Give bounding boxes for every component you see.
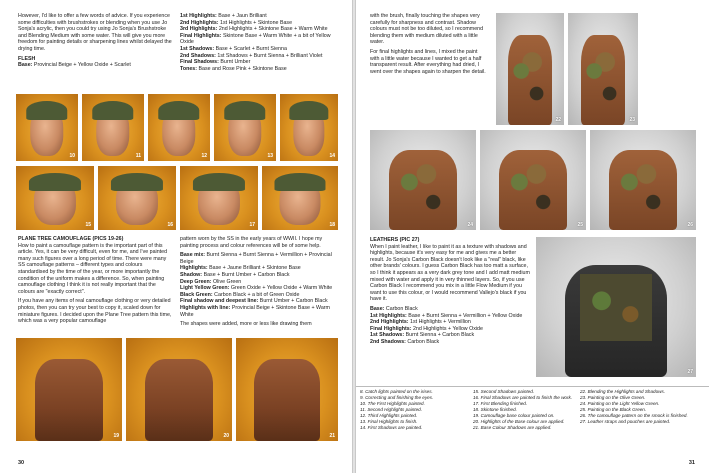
recipe-line [370, 326, 532, 333]
flesh-base-value: Provincial Beige + Yellow Oxide + Scarlet [33, 62, 131, 69]
recipe-line [180, 66, 338, 73]
recipe-label: Final Highlights: [180, 32, 222, 39]
caption: 14. First Shadows are painted. [360, 425, 423, 430]
recipe-label: 2nd Shadows: [370, 338, 406, 345]
photo-number: 11 [135, 153, 141, 159]
recipe-line [180, 265, 338, 272]
recipe-line [180, 252, 338, 265]
recipe-line [180, 279, 338, 286]
photo-head [262, 166, 338, 230]
intro-paragraph: However, I'd like to offer a few words of advice. If you experience some difficulties with brushstrokes or blending when you use Jo Sonja's acrylic, then you could try using Jo Sonja's Brushstroke and Blending Medium with some water. This will give you more freedom for painting details or sharpening lines whilst delayed the drying time. [18, 13, 172, 52]
recipe-value: 1st Highlights + Vermillion [410, 319, 471, 326]
caption: 17. First Blending finished. [473, 401, 528, 406]
caption: 22. Blending the Highlights and Shadows. [580, 389, 666, 394]
photo-number: 25 [577, 222, 583, 228]
recipe-label: 1st Shadows: [370, 332, 405, 339]
recipe-line [370, 319, 532, 326]
caption: 27. Leather straps and pouches are painted. [580, 419, 671, 424]
right-column-1 [370, 13, 488, 78]
recipe-value: 1st Shadows + Burnt Sienna + Brilliant Violet [217, 52, 323, 59]
recipe-line [180, 272, 338, 279]
camouflage-paragraph-1: How to paint a camouflage pattern is the important part of this article. Yes, it can be very difficult, even for me, and I've painted many such figures over a long period of time. There were many SS camouflage patterns – different types and colours standardised by the time of the year, or more importantly the condition of the uniform makes a difference. So, when painting camouflage clothing I think it is not really important that the colours are "exactly correct". [18, 242, 168, 295]
recipe-value: Burnt Sienna + Burnt Sienna + Vermillion + Provincial Beige [180, 252, 332, 265]
recipe-value: Carbon Black + a bit of Green Oxide [214, 291, 300, 298]
recipe-value: 2nd Highlights + Yellow Oxide [412, 325, 483, 332]
recipe-label: Final Highlights: [370, 325, 412, 332]
recipe-label: Highlights: [180, 265, 208, 272]
recipe-line [370, 332, 532, 339]
photo-number: 10 [69, 153, 75, 159]
photo-number: 21 [329, 433, 335, 439]
recipe-label: Deep Green: [180, 278, 212, 285]
camouflage-column-2 [180, 236, 338, 331]
camouflage-intro: pattern worn by the SS in the early years of WWII. I hope my painting process and colour references will be of some help. [180, 236, 323, 249]
left-page [0, 0, 352, 473]
figure-head [279, 178, 320, 225]
caption: 8. Catch lights painted on the irises. [360, 389, 433, 394]
right-page [356, 0, 709, 473]
recipe-value: 2nd Highlights + Skintone Base + Warm White [218, 26, 328, 33]
recipe-line [180, 20, 338, 27]
figure-head [96, 106, 129, 156]
caption: 19. Camouflage base colour painted on. [473, 413, 555, 418]
figure-torso [389, 150, 457, 230]
recipe-line [180, 13, 338, 20]
recipe-label: Tones: [180, 65, 197, 72]
recipe-value: Carbon Black [385, 305, 418, 312]
photo-figure [480, 130, 586, 230]
photo-number: 16 [167, 222, 173, 228]
leathers-heading: LEATHERS (PIC 27) [370, 237, 420, 243]
recipe-value: 1st Highlights + Skintone Base [220, 19, 293, 26]
figure-head [116, 178, 158, 225]
photo-head [280, 94, 338, 161]
photo-head [82, 94, 144, 161]
figure-head [34, 178, 76, 225]
leathers-column [370, 237, 532, 346]
figure-torso [565, 265, 667, 377]
camouflage-column-1 [18, 236, 174, 328]
recipe-line [370, 306, 532, 313]
figure-head [198, 178, 240, 225]
photo-torso [16, 338, 122, 441]
recipe-value: Base and Rose Pink + Skintone Base [198, 65, 287, 72]
photo-number: 20 [223, 433, 229, 439]
recipe-line [370, 339, 532, 346]
photo-torso [236, 338, 338, 441]
recipe-label: 2nd Shadows: [180, 52, 216, 59]
photo-number: 23 [629, 117, 635, 123]
recipe-line [180, 292, 338, 299]
flesh-recipe [180, 13, 338, 72]
recipe-value: Burnt Sienna + Carbon Black [405, 332, 475, 339]
recipe-label: 3rd Highlights: [180, 26, 218, 33]
figure-torso [499, 150, 567, 230]
photo-figure [370, 130, 476, 230]
camouflage-heading: PLANE TREE CAMOUFLAGE (PICS 19-26) [18, 236, 124, 242]
figure-torso [609, 150, 677, 230]
page-number-left: 30 [18, 460, 25, 466]
photo-number: 26 [687, 222, 693, 228]
photo-leather-figure [536, 237, 696, 377]
caption: 15. Second Shadows painted. [473, 389, 535, 394]
figure-torso [508, 35, 552, 125]
photo-number: 19 [113, 433, 119, 439]
photo-number: 17 [249, 222, 255, 228]
photo-number: 12 [201, 153, 207, 159]
recipe-value: Burnt Umber [220, 59, 251, 66]
caption: 12. Third Highlights painted. [360, 413, 418, 418]
recipe-label: 1st Highlights: [370, 312, 407, 319]
paragraph: For final highlights and lines, I mixed the paint with a little water because I wanted to get a half transparent result. After everything had dried, I went over the shapes again to sharpen the detail. [370, 48, 486, 75]
photo-figure [496, 13, 564, 125]
recipe-label: Black Green: [180, 291, 213, 298]
recipe-label: Light Yellow Green: [180, 285, 230, 292]
recipe-line [180, 33, 338, 46]
caption: 23. Painting on the Olive Green. [580, 395, 646, 400]
figure-torso [581, 35, 626, 125]
recipe-label: 2nd Highlights: [180, 19, 219, 26]
caption: 26. The camouflage pattern on the smock is finished. [580, 413, 688, 418]
recipe-value: Carbon Black [407, 338, 440, 345]
recipe-value: Base + Burnt Sienna + Vermillion + Yellow Oxide [408, 312, 523, 319]
page-number-right: 31 [688, 460, 695, 466]
recipe-line [180, 285, 338, 292]
recipe-label: 1st Shadows: [180, 45, 215, 52]
recipe-label: 2nd Highlights: [370, 319, 409, 326]
caption: 16. Final Shadows are painted to finish the work. [473, 395, 573, 400]
recipe-value: Olive Green [212, 278, 242, 285]
recipe-line [180, 59, 338, 66]
photo-head [180, 166, 258, 230]
caption: 24. Painting on the Light Yellow Green. [580, 401, 660, 406]
recipe-label: Highlights with line: [180, 304, 231, 311]
caption-divider [356, 386, 709, 387]
photo-number: 15 [85, 222, 91, 228]
leathers-paragraph: When I paint leather, I like to paint it as a texture with shadows and highlights, because it's very easy for me and gives me a better result. Jo Sonja's Carbon Black doesn't look like a "real" black, like other brands' colours. I guess Carbon Black has too matt a surface, so I think it appears as a very dark grey tone and I add matt medium mixed with water and apply it in very thinned layers. So, if you use Carbon Black I recommend you mix in a little Flow Medium if you want to use this colour, or I would recommend Vallejo's black if you have it. [370, 243, 530, 303]
captions-column-2 [473, 389, 585, 431]
caption: 21. Base Colour Shadows are applied. [473, 425, 552, 430]
photo-number: 24 [467, 222, 473, 228]
caption: 13. Final Highlights to finish. [360, 419, 418, 424]
figure-torso [35, 359, 103, 441]
caption: 11. Second Highlights painted. [360, 407, 422, 412]
photo-number: 14 [329, 153, 335, 159]
caption: 25. Painting on the Black Green. [580, 407, 647, 412]
recipe-label: Base: [370, 305, 385, 312]
caption: 20. Highlights of the Base colour are applied. [473, 419, 565, 424]
recipe-line [180, 53, 338, 60]
photo-head [214, 94, 276, 161]
recipe-line [370, 313, 532, 320]
figure-head [30, 106, 63, 156]
recipe-line [180, 305, 338, 318]
caption: 10. The First Highlights painted. [360, 401, 425, 406]
photo-number: 13 [267, 153, 273, 159]
camouflage-continued: The shapes were added, more or less like drawing them [180, 321, 312, 328]
recipe-value: Provincial Beige + Skintone Base + Warm White [180, 304, 330, 318]
recipe-value: Skintone Base + Warm White + a bit of Yellow Oxide [180, 32, 331, 46]
photo-head [148, 94, 210, 161]
recipe-label: Base mix: [180, 252, 206, 259]
photo-number: 22 [555, 117, 561, 123]
figure-head [162, 106, 195, 156]
figure-head [228, 106, 261, 156]
recipe-label: Final shadow and deepest line: [180, 298, 259, 305]
captions-column-3 [580, 389, 706, 425]
photo-figure [568, 13, 638, 125]
flesh-base-label: Base: [18, 62, 33, 69]
photo-head [16, 166, 94, 230]
figure-torso [254, 359, 319, 441]
recipe-line [180, 298, 338, 305]
caption: 9. Correcting and finishing the eyes. [360, 395, 434, 400]
photo-number: 27 [687, 369, 693, 375]
recipe-label: 1st Highlights: [180, 13, 217, 19]
recipe-value: Burnt Umber + Carbon Black [259, 298, 328, 305]
recipe-value: Base + Scarlet + Burnt Sienna [215, 45, 287, 52]
caption: 18. Skintone finished. [473, 407, 517, 412]
camouflage-paragraph-2: If you have any items of real camouflage clothing or very detailed photos, then you can try your best to copy it, scaled down for miniature figures. I decided upon the Plane Tree pattern this time, which was a very popular camouflage [18, 298, 172, 325]
paragraph: with the brush, finally touching the shapes very carefully for sharpness and contrast. Shadow colours must not be too diluted, so I recommend blending them with medium diluted with a little water. [370, 13, 484, 46]
photo-number: 18 [329, 222, 335, 228]
photo-torso [126, 338, 232, 441]
photo-figure [590, 130, 696, 230]
captions-column-1 [360, 389, 472, 431]
figure-torso [145, 359, 213, 441]
recipe-value: Base + Jaun Brilliant [218, 13, 267, 19]
figure-head [293, 106, 324, 156]
recipe-line [180, 46, 338, 53]
photo-head [98, 166, 176, 230]
flesh-heading: FLESH [18, 55, 36, 62]
recipe-line [180, 26, 338, 33]
flesh-base-line [18, 62, 174, 69]
recipe-value: Green Oxide + Yellow Oxide + Warm White [230, 285, 333, 292]
intro-column [18, 13, 174, 69]
recipe-value: Base + Burnt Umber + Carbon Black [203, 271, 290, 278]
recipe-label: Shadow: [180, 271, 203, 278]
recipe-value: Base + Jaune Brilliant + Skintone Base [209, 265, 301, 272]
recipe-label: Final Shadows: [180, 59, 219, 66]
photo-head [16, 94, 78, 161]
